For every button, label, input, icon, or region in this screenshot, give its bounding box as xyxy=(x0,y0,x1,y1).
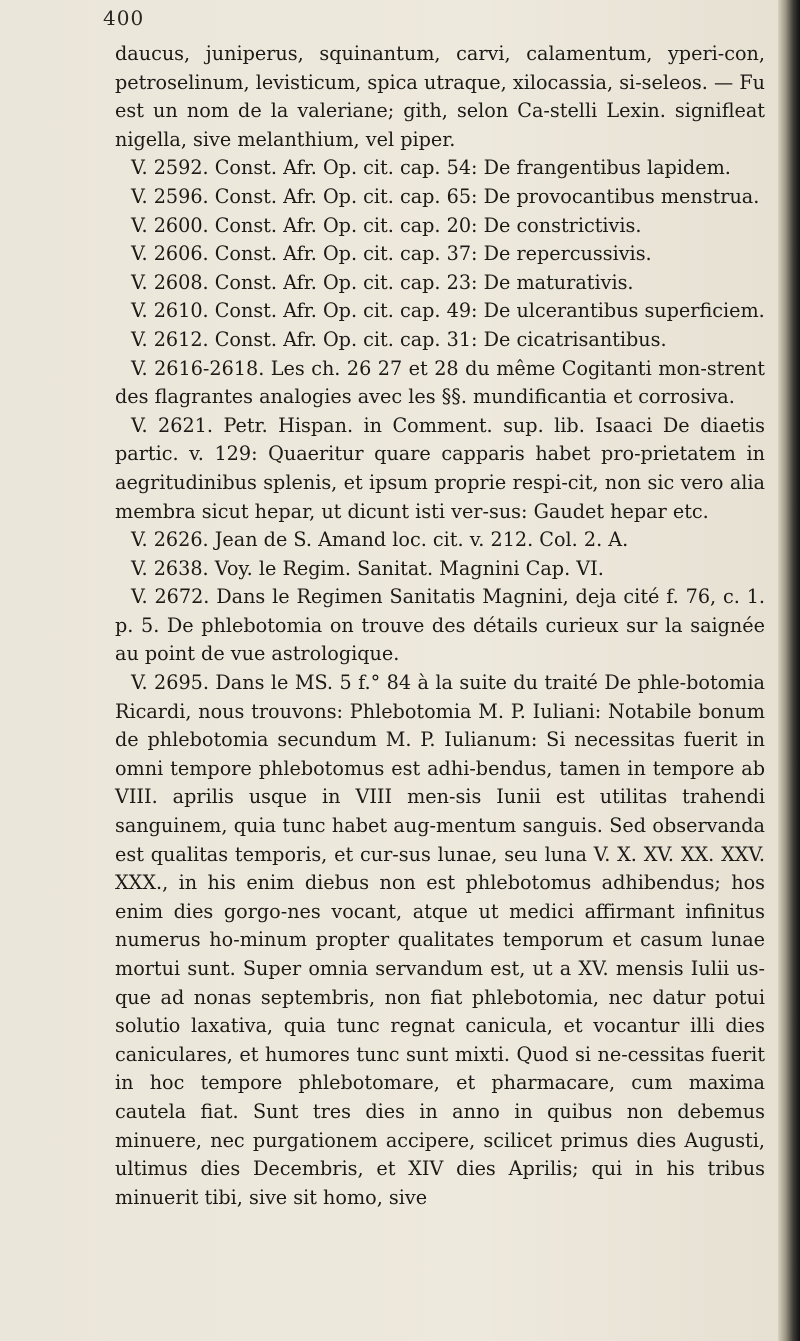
paragraph-entry-2616: V. 2616-2618. Les ch. 26 27 et 28 du même Cogitanti mon-strent des flagrantes analogies avec les §§. mundificantia et corrosiva. xyxy=(115,356,765,409)
paragraph-entry-2600: V. 2600. Const. Afr. Op. cit. cap. 20: De constrictivis. xyxy=(131,213,642,237)
paragraph-entry-2621: V. 2621. Petr. Hispan. in Comment. sup. lib. Isaaci De diaetis partic. v. 129: Quaeritur quare capparis habet pro-prietatem in aegritudinibus splenis, et ipsum proprie respi-cit, non sic vero alia membra sicut hepar, ut dicunt isti ver-sus: Gaudet hepar etc. xyxy=(115,413,765,523)
paragraph-entry-2638: V. 2638. Voy. le Regim. Sanitat. Magnini Cap. VI. xyxy=(131,556,604,580)
page-number: 400 xyxy=(103,6,145,30)
paragraph-entry-2606: V. 2606. Const. Afr. Op. cit. cap. 37: De repercussivis. xyxy=(131,242,652,266)
paragraph-entry-2626: V. 2626. Jean de S. Amand loc. cit. v. 212. Col. 2. A. xyxy=(131,528,629,552)
paragraph-entry-2612: V. 2612. Const. Afr. Op. cit. cap. 31: De cicatrisantibus. xyxy=(131,327,667,351)
page-text xyxy=(115,40,765,1212)
paragraph-entry-2695: V. 2695. Dans le MS. 5 f.° 84 à la suite du traité De phle-botomia Ricardi, nous trouvons: Phlebotomia M. P. Iuliani: Notabile bonum de phlebotomia secundum M. P. Iulianum: Si necessitas fuerit in omni tempore phlebotomus est adhi-bendus, tamen in tempore ab VIII. aprilis usque in VIII men-sis Iunii est utilitas trahendi sanguinem, quia tunc habet aug-mentum sanguis. Sed observanda est qualitas temporis, et cur-sus lunae, seu luna V. X. XV. XX. XXV. XXX., in his enim diebus non est phlebotomus adhibendus; hos enim dies gorgo-nes vocant, atque ut medici affirmant infinitus numerus ho-minum propter qualitates temporum et casum lunae mortui sunt. Super omnia servandum est, ut a XV. mensis Iulii us-que ad nonas septembris, non fiat phlebotomia, nec datur potui solutio laxativa, quia tunc regnat canicula, et vocantur illi dies caniculares, et humores tunc sunt mixti. Quod si ne-cessitas fuerit in hoc tempore phlebotomare, et pharmacare, cum maxima cautela fiat. Sunt tres dies in anno in quibus non debemus minuere, nec purgationem accipere, scilicet primus dies Augusti, ultimus dies Decembris, et XIV dies Aprilis; qui in his tribus minuerit tibi, sive sit homo, sive xyxy=(115,671,765,1209)
page-binding-edge xyxy=(778,0,800,1341)
paragraph-entry-2608: V. 2608. Const. Afr. Op. cit. cap. 23: De maturativis. xyxy=(131,270,634,294)
paragraph-entry-2596: V. 2596. Const. Afr. Op. cit. cap. 65: De provocantibus menstrua. xyxy=(131,184,760,208)
paragraph-continuation: daucus, juniperus, squinantum, carvi, calamentum, yperi-con, petroselinum, levisticum, spica utraque, xilocassia, si-seleos. — Fu est un nom de la valeriane; gith, selon Ca-stelli Lexin. signifleat nigella, sive melanthium, vel piper. xyxy=(115,42,765,151)
paragraph-entry-2592: V. 2592. Const. Afr. Op. cit. cap. 54: De frangentibus lapidem. xyxy=(131,156,731,180)
paragraph-entry-2610: V. 2610. Const. Afr. Op. cit. cap. 49: De ulcerantibus superficiem. xyxy=(131,299,765,323)
paragraph-entry-2672: V. 2672. Dans le Regimen Sanitatis Magnini, deja cité f. 76, c. 1. p. 5. De phlebotomia on trouve des détails curieux sur la saignée au point de vue astrologique. xyxy=(115,585,765,666)
